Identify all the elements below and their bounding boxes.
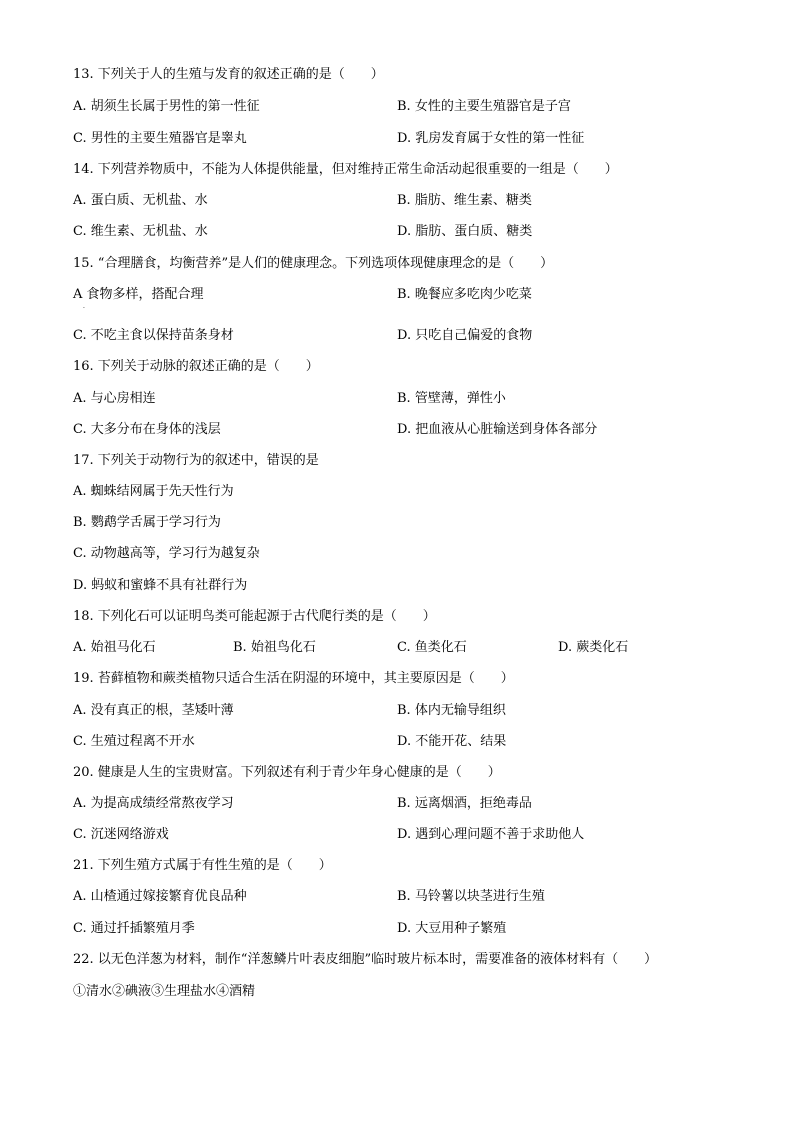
question-19-option-c: C. 生殖过程离不开水 — [73, 734, 195, 749]
question-17-option-a: A. 蜘蛛结网属于先天性行为 — [73, 484, 234, 499]
question-21-option-b: B. 马铃薯以块茎进行生殖 — [397, 889, 545, 904]
question-21-option-d: D. 大豆用种子繁殖 — [397, 921, 507, 936]
question-14-option-a: A. 蛋白质、无机盐、水 — [73, 193, 208, 208]
question-21-option-c: C. 通过扦插繁殖月季 — [73, 921, 195, 936]
question-13-option-b: B. 女性的主要生殖器官是子宫 — [397, 99, 571, 114]
question-19-option-a: A. 没有真正的根，茎矮叶薄 — [73, 703, 234, 718]
question-18-option-c: C. 鱼类化石 — [397, 640, 467, 655]
question-18-option-a: A. 始祖马化石 — [73, 640, 156, 655]
question-17-option-c: C. 动物越高等，学习行为越复杂 — [73, 546, 260, 561]
question-19-option-b: B. 体内无输导组织 — [397, 703, 506, 718]
question-16-stem: 16. 下列关于动脉的叙述正确的是（ ） — [73, 359, 319, 374]
question-14-option-d: D. 脂肪、蛋白质、糖类 — [397, 224, 533, 239]
question-17-option-d: D. 蚂蚁和蜜蜂不具有社群行为 — [73, 578, 248, 593]
question-16-option-b: B. 管壁薄，弹性小 — [397, 391, 506, 406]
question-18-option-b: B. 始祖鸟化石 — [233, 640, 316, 655]
question-22-stem: 22. 以无色洋葱为材料，制作“洋葱鳞片叶表皮细胞”临时玻片标本时，需要准备的液体材料有（ ） — [73, 952, 658, 967]
question-16-option-d: D. 把血液从心脏输送到身体各部分 — [397, 422, 598, 437]
question-15-option-d: D. 只吃自己偏爱的食物 — [397, 328, 533, 343]
question-18-stem: 18. 下列化石可以证明鸟类可能起源于古代爬行类的是（ ） — [73, 609, 436, 624]
question-15-stem: 15. “合理膳食，均衡营养”是人们的健康理念。下列选项体现健康理念的是（ ） — [73, 256, 554, 271]
question-20-option-b: B. 远离烟酒，拒绝毒品 — [397, 796, 532, 811]
question-15-option-a: A 食物多样，搭配合理 — [73, 287, 204, 302]
question-20-option-a: A. 为提高成绩经常熬夜学习 — [73, 796, 234, 811]
question-14-option-c: C. 维生素、无机盐、水 — [73, 224, 208, 239]
question-18-option-d: D. 蕨类化石 — [558, 640, 629, 655]
question-13-stem: 13. 下列关于人的生殖与发育的叙述正确的是（ ） — [73, 67, 384, 82]
question-22-materials: ①清水②碘液③生理盐水④酒精 — [73, 984, 256, 999]
question-14-option-b: B. 脂肪、维生素、糖类 — [397, 193, 532, 208]
question-16-option-a: A. 与心房相连 — [73, 391, 156, 406]
stray-dot: · — [83, 305, 85, 312]
question-15-option-b: B. 晚餐应多吃肉少吃菜 — [397, 287, 532, 302]
question-21-stem: 21. 下列生殖方式属于有性生殖的是（ ） — [73, 858, 332, 873]
question-19-stem: 19. 苔藓植物和蕨类植物只适合生活在阴湿的环境中，其主要原因是（ ） — [73, 671, 514, 686]
question-20-option-d: D. 遇到心理问题不善于求助他人 — [397, 827, 585, 842]
question-21-option-a: A. 山楂通过嫁接繁育优良品种 — [73, 889, 247, 904]
question-17-stem: 17. 下列关于动物行为的叙述中，错误的是 — [73, 453, 319, 468]
question-13-option-a: A. 胡须生长属于男性的第一性征 — [73, 99, 260, 114]
question-16-option-c: C. 大多分布在身体的浅层 — [73, 422, 221, 437]
question-13-option-d: D. 乳房发育属于女性的第一性征 — [397, 131, 585, 146]
question-15-option-c: C. 不吃主食以保持苗条身材 — [73, 328, 234, 343]
question-17-option-b: B. 鹦鹉学舌属于学习行为 — [73, 515, 221, 530]
question-14-stem: 14. 下列营养物质中，不能为人体提供能量，但对维持正常生命活动起很重要的一组是（ ） — [73, 162, 618, 177]
question-19-option-d: D. 不能开花、结果 — [397, 734, 507, 749]
question-20-option-c: C. 沉迷网络游戏 — [73, 827, 169, 842]
question-20-stem: 20. 健康是人生的宝贵财富。下列叙述有利于青少年身心健康的是（ ） — [73, 765, 501, 780]
question-13-option-c: C. 男性的主要生殖器官是睾丸 — [73, 131, 247, 146]
